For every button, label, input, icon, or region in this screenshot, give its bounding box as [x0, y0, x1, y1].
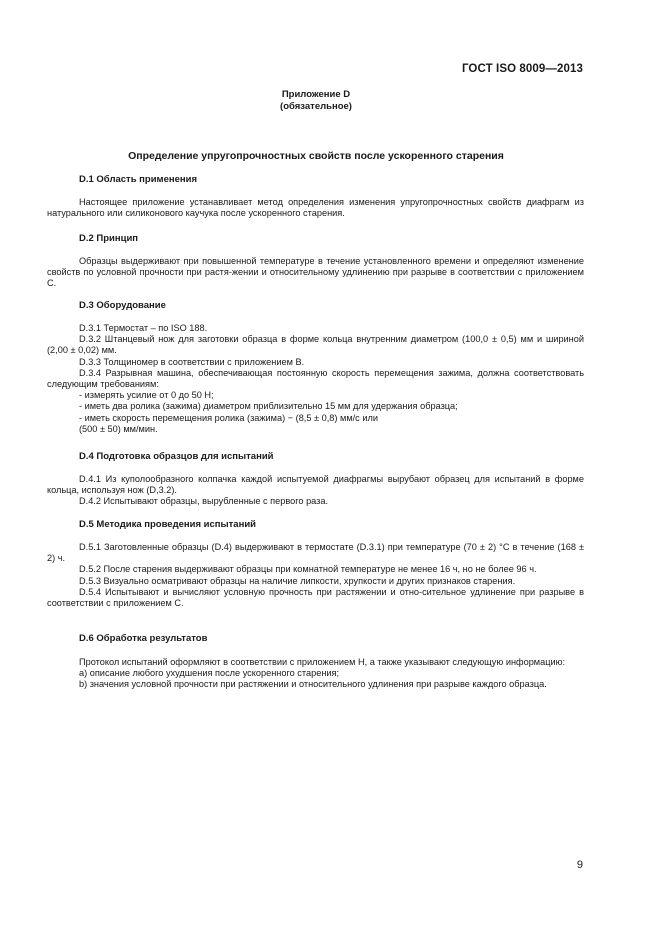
section-d6-heading: D.6 Обработка результатов — [79, 633, 208, 644]
section-d6-p1: Протокол испытаний оформляют в соответствии с приложением Н, а также указывают следующую информацию: — [79, 657, 566, 667]
appendix-heading — [0, 89, 632, 113]
section-d2-text: Образцы выдерживают при повышенной температуре в течение установленного времени и определяют изменение свойств по условной прочности при растя-жении и относительному удлинению при разрыве в соответствии с приложением С. — [47, 256, 584, 289]
section-d3-p1: D.3.1 Термостат – по ISO 188. — [79, 323, 208, 333]
section-d3-bullet-1: - измерять усилие от 0 до 50 Н; — [79, 390, 214, 401]
section-d5-p2: D.5.2 После старения выдерживают образцы при комнатной температуре не менее 16 ч, но не более 96 ч. — [79, 564, 537, 575]
section-d4-p2: D.4.2 Испытывают образцы, вырубленные с первого раза. — [79, 496, 329, 507]
section-d2-heading: D.2 Принцип — [79, 233, 139, 244]
section-d6-item-a: а) описание любого ухудшения после ускоренного старения; — [79, 668, 340, 679]
section-d1-body — [47, 197, 584, 219]
section-d5-p1: D.5.1 Заготовленные образцы (D.4) выдерживают в термостате (D.3.1) при температуре (70 ± 2) °С в течение (168 ± 2) ч. — [47, 542, 584, 564]
page-number: 9 — [576, 859, 583, 871]
section-d4-p1: D.4.1 Из куполообразного колпачка каждой испытуемой диафрагмы вырубают образец для испытаний в форме кольца, используя нож (D,3.2). — [47, 474, 584, 496]
section-d3-bullet-2: - иметь два ролика (зажима) диаметром приблизительно 15 мм для удержания образца; — [79, 401, 458, 412]
section-d3-p2: D.3.2 Штанцевый нож для заготовки образца в форме кольца внутренним диаметром (100,0 ± 0,5) мм и шириной (2,00 ± 0,02) мм. — [47, 334, 584, 356]
appendix-status: (обязательное) — [280, 101, 352, 112]
section-d4-heading: D.4 Подготовка образцов для испытаний — [79, 451, 274, 462]
main-title: Определение упругопрочностных свойств после ускоренного старения — [128, 150, 504, 162]
section-d1-heading: D.1 Область применения — [79, 174, 198, 185]
section-d6-item-b: b) значения условной прочности при растяжении и относительного удлинения при разрыве каждого образца. — [79, 679, 547, 690]
section-d6-body — [47, 657, 584, 691]
appendix-title: Приложение D — [281, 89, 351, 100]
section-d4-body — [47, 474, 584, 508]
section-d5-body — [47, 542, 584, 609]
section-d2-body — [47, 256, 584, 290]
document-code: ГОСТ ISO 8009—2013 — [461, 63, 583, 75]
section-d1-text: Настоящее приложение устанавливает метод определения изменения упругопрочностных свойств диафрагм из натурального или силиконового каучука после ускоренного старения. — [47, 197, 584, 219]
section-d5-p4: D.5.4 Испытывают и вычисляют условную прочность при растяжении и отно-сительное удлинение при разрыве в соответствии с приложением С. — [47, 586, 584, 609]
section-d3-p4: D.3.4 Разрывная машина, обеспечивающая постоянную скорость перемещения зажима, должна соответствовать следующим требованиям: — [47, 367, 584, 390]
section-d3-bullet-4: (500 ± 50) мм/мин. — [79, 423, 158, 434]
section-d3-heading: D.3 Оборудование — [79, 300, 166, 311]
section-d5-p3: D.5.3 Визуально осматривают образцы на наличие липкости, хрупкости и других признаков старения. — [79, 575, 516, 586]
section-d3-p3: D.3.3 Толщиномер в соответствии с приложением В. — [79, 356, 305, 367]
section-d3-body — [47, 323, 584, 435]
section-d3-bullet-3: - иметь скорость перемещения ролика (зажима) − (8,5 ± 0,8) мм/с или — [79, 412, 378, 423]
section-d5-heading: D.5 Методика проведения испытаний — [79, 519, 256, 530]
